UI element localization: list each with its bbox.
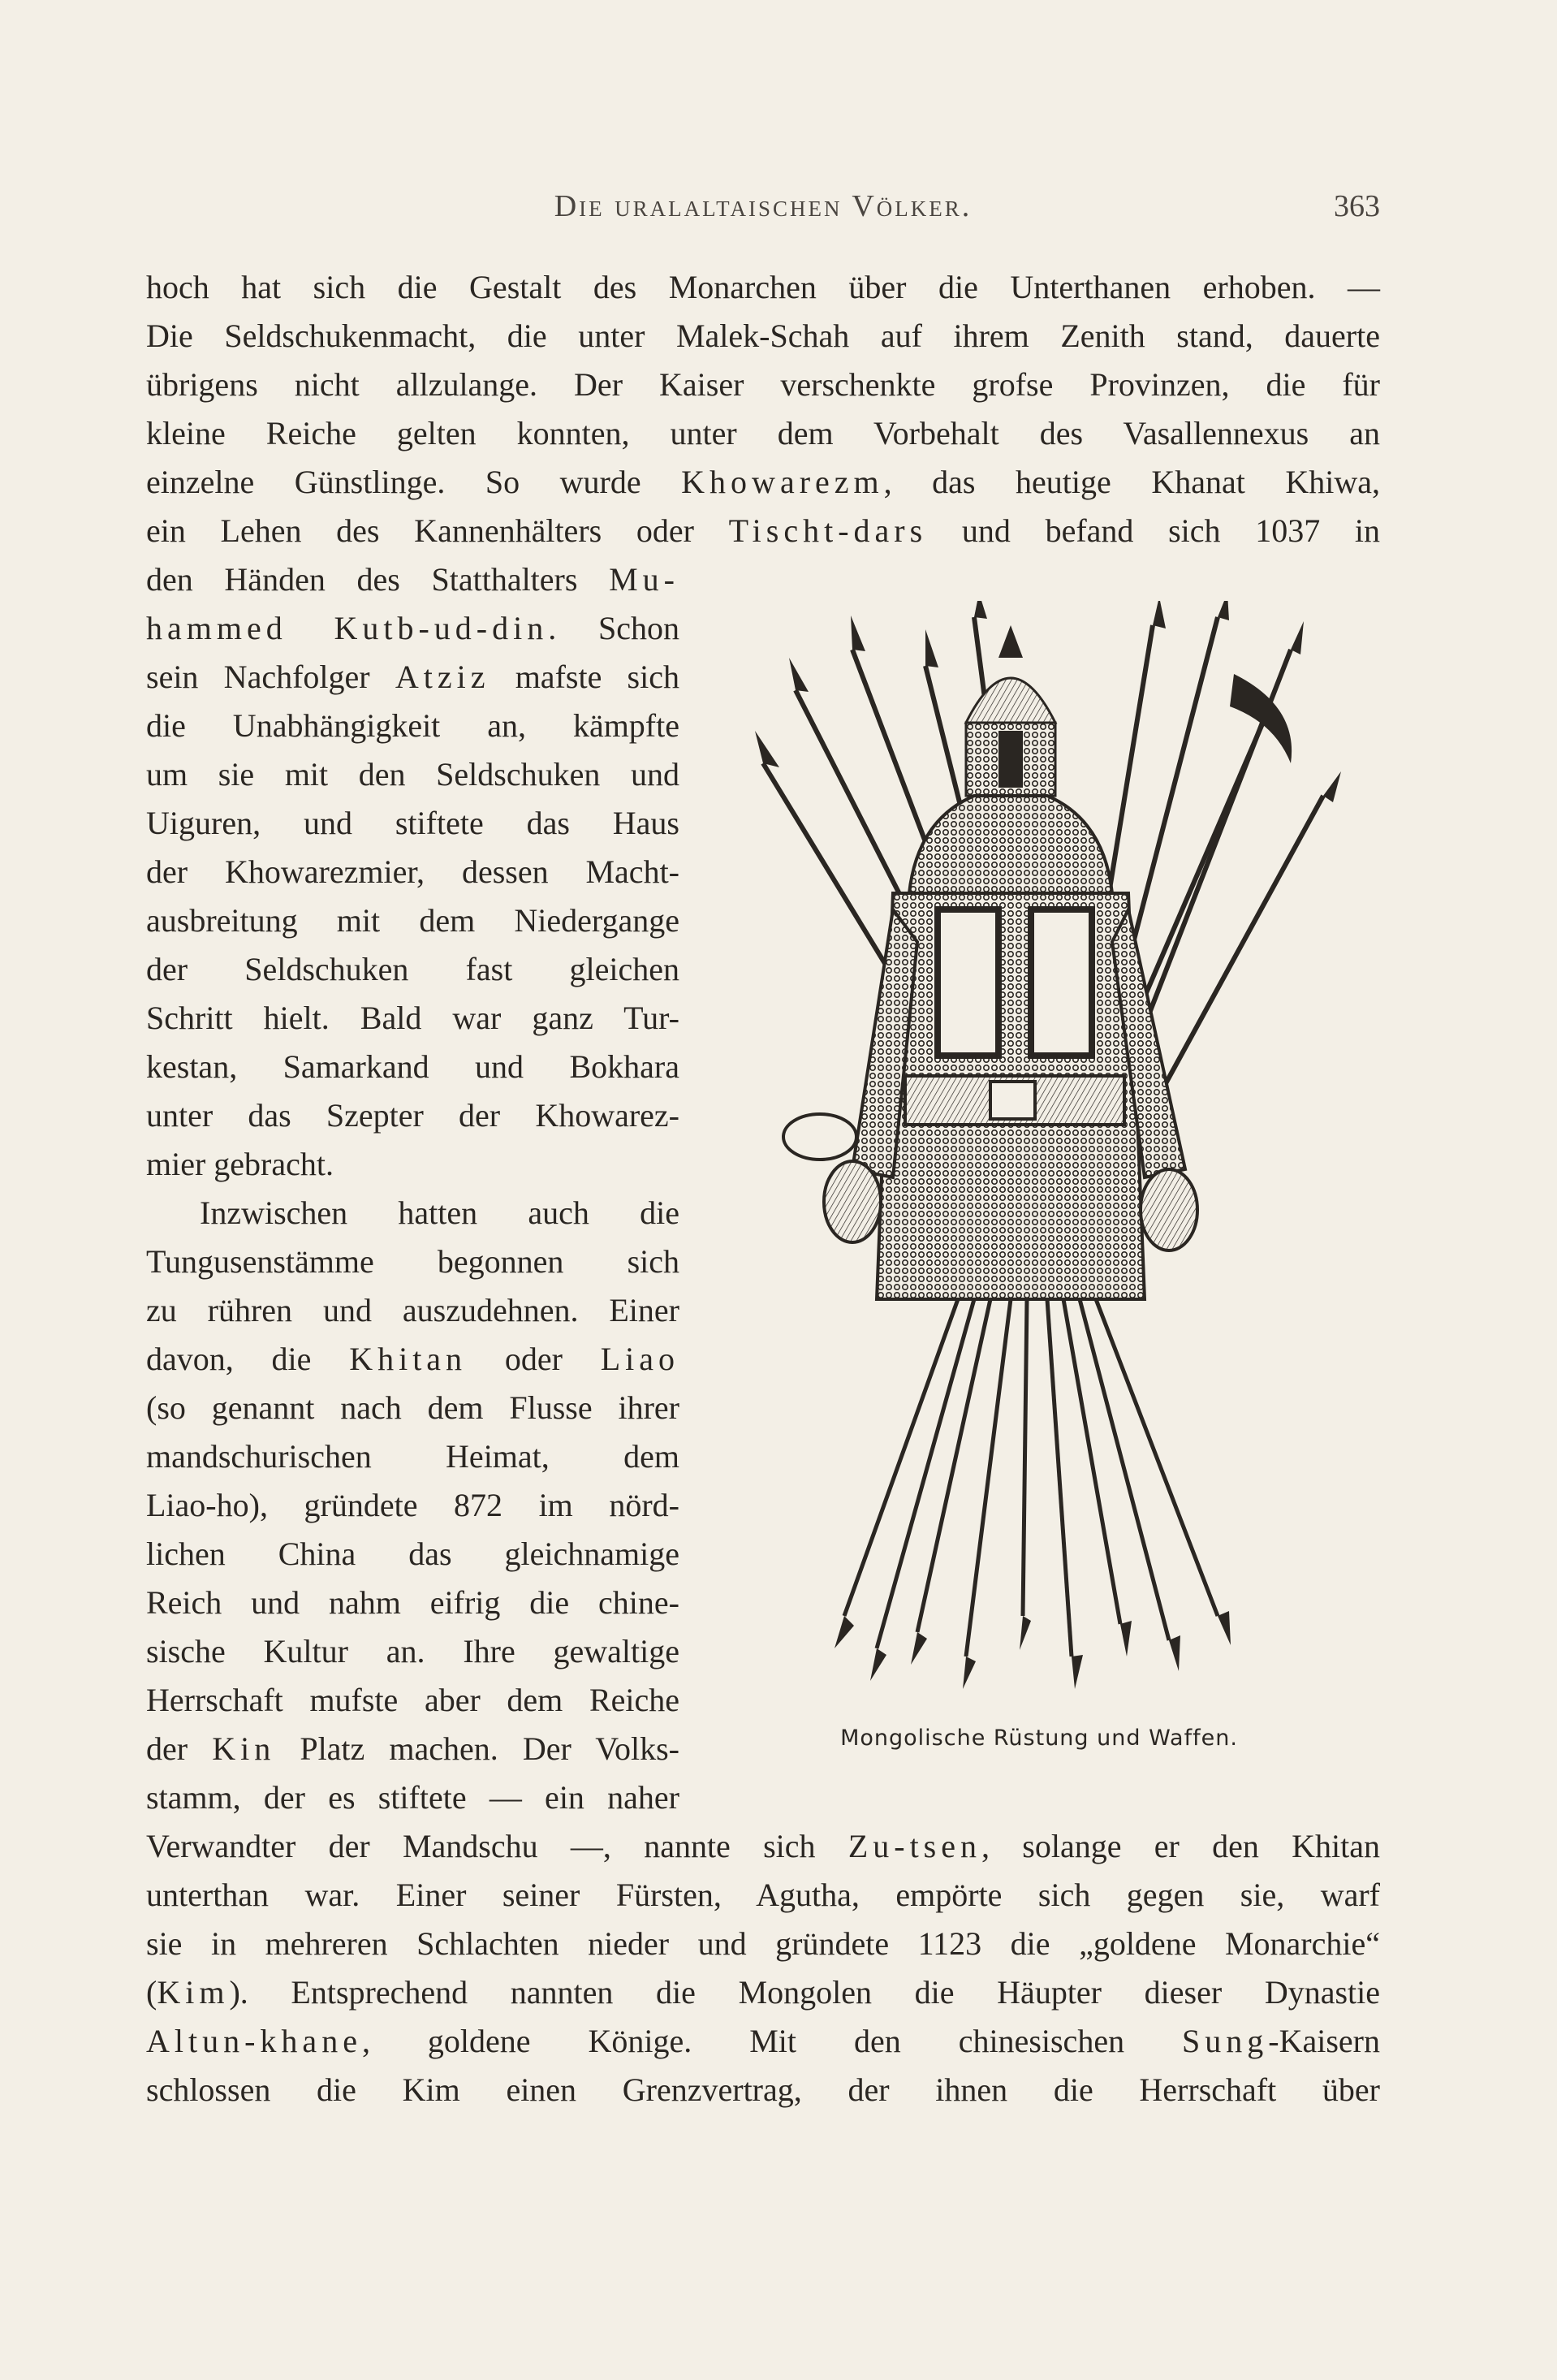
- text-line: Die Seldschukenmacht, die unter Malek-Schah auf ihrem Zenith stand, dauerte: [146, 317, 1380, 354]
- text-line: [146, 560, 679, 599]
- text-run: davon, die: [146, 1341, 350, 1377]
- text-run: mafste sich: [490, 659, 679, 695]
- text-line: schlossen die Kim einen Grenzvertrag, der ihnen die Herrschaft über: [146, 2071, 1380, 2108]
- text-line: zu rühren und auszudehnen. Einer: [146, 1292, 679, 1328]
- text-run: , das heutige Khanat Khiwa,: [883, 464, 1381, 500]
- spaced-name: Altun-khane: [146, 2023, 362, 2059]
- text-line: Tungusenstämme begonnen sich: [146, 1243, 679, 1280]
- text-line: um sie mit den Seldschuken und: [146, 756, 679, 793]
- spaced-name: Khowarezm: [681, 464, 884, 500]
- text-line: stamm, der es stiftete — ein naher: [146, 1779, 679, 1816]
- text-line: [146, 1827, 1380, 1866]
- text-line: hoch hat sich die Gestalt des Monarchen über die Unterthanen erhoben. —: [146, 269, 1380, 305]
- text-run: . Schon: [548, 610, 679, 646]
- text-line: mier gebracht.: [146, 1146, 334, 1182]
- text-line: Herrschaft mufste aber dem Reiche: [146, 1682, 679, 1718]
- text-run: und befand sich 1037 in: [927, 512, 1381, 549]
- running-head: Die uralaltaischen Völker.: [554, 189, 973, 223]
- text-run: (: [146, 1974, 157, 2011]
- text-run: Platz machen. Der Volks-: [275, 1730, 680, 1767]
- spaced-name: Kin: [212, 1730, 276, 1767]
- text-line: Liao-ho), gründete 872 im nörd-: [146, 1487, 679, 1523]
- text-line: Reich und nahm eifrig die chine-: [146, 1584, 679, 1621]
- spaced-name: Zu-tsen: [848, 1828, 981, 1864]
- text-line: Schritt hielt. Bald war ganz Tur-: [146, 1000, 679, 1036]
- text-run: , goldene Könige. Mit den chinesischen: [361, 2023, 1183, 2059]
- text-run: ein Lehen des Kannenhälters oder: [146, 512, 729, 549]
- text-line: [146, 1730, 679, 1769]
- text-line: (so genannt nach dem Flusse ihrer: [146, 1389, 679, 1426]
- page-number: 363: [1334, 189, 1380, 223]
- spaced-name: Khitan: [349, 1341, 468, 1377]
- text-run: einzelne Günstlinge. So wurde: [146, 464, 682, 500]
- text-line: die Unabhängigkeit an, kämpfte: [146, 707, 679, 744]
- text-line: lichen China das gleichnamige: [146, 1536, 679, 1572]
- text-run: sein Nachfolger: [146, 659, 395, 695]
- text-line: mandschurischen Heimat, dem: [146, 1438, 679, 1475]
- text-line: kleine Reiche gelten konnten, unter dem Vorbehalt des Vasallennexus an: [146, 415, 1380, 451]
- text-line: kestan, Samarkand und Bokhara: [146, 1048, 679, 1085]
- figure-caption: Mongolische Rüstung und Waffen.: [840, 1726, 1238, 1751]
- text-run: , solange er den Khitan: [981, 1828, 1381, 1864]
- spaced-name: Tischt-dars: [728, 512, 928, 549]
- text-line: [146, 463, 1380, 502]
- text-line: sie in mehreren Schlachten nieder und gründete 1123 die „goldene Monarchie“: [146, 1925, 1380, 1962]
- text-run: der: [146, 1730, 213, 1767]
- paragraph-start: Inzwischen hatten auch die: [200, 1194, 679, 1231]
- text-line: Uiguren, und stiftete das Haus: [146, 805, 679, 841]
- spaced-name: hammed Kutb-ud-din: [146, 610, 549, 646]
- text-run: Verwandter der Mandschu —, nannte sich: [146, 1828, 848, 1864]
- text-line: [146, 609, 679, 648]
- text-run: oder: [467, 1341, 601, 1377]
- spaced-name: Atziz: [395, 659, 490, 695]
- spaced-name: Liao: [600, 1341, 680, 1377]
- text-line: [146, 1340, 679, 1379]
- spaced-name: Sung: [1182, 2023, 1269, 2059]
- text-line: [146, 2022, 1380, 2061]
- text-line: ausbreitung mit dem Niedergange: [146, 902, 679, 939]
- text-line: [146, 1973, 1380, 2012]
- page-header: [146, 188, 1380, 237]
- armor-illustration: [731, 601, 1348, 1705]
- text-line: unterthan war. Einer seiner Fürsten, Agutha, empörte sich gegen sie, warf: [146, 1877, 1380, 1913]
- text-run: den Händen des Statthalters: [146, 561, 610, 598]
- text-line: sische Kultur an. Ihre gewaltige: [146, 1633, 679, 1669]
- text-line: [146, 658, 679, 697]
- spaced-name: Mu-: [609, 561, 679, 598]
- text-line: unter das Szepter der Khowarez-: [146, 1097, 679, 1134]
- text-line: der Khowarezmier, dessen Macht-: [146, 853, 679, 890]
- text-run: ). Entsprechend nannten die Mongolen die Häupter dieser Dynastie: [229, 1974, 1380, 2011]
- text-line: übrigens nicht allzulange. Der Kaiser verschenkte grofse Provinzen, die für: [146, 366, 1380, 403]
- text-run: -Kaisern: [1268, 2023, 1380, 2059]
- spaced-name: Kim: [157, 1974, 230, 2011]
- text-line: der Seldschuken fast gleichen: [146, 951, 679, 987]
- text-line: [146, 512, 1380, 551]
